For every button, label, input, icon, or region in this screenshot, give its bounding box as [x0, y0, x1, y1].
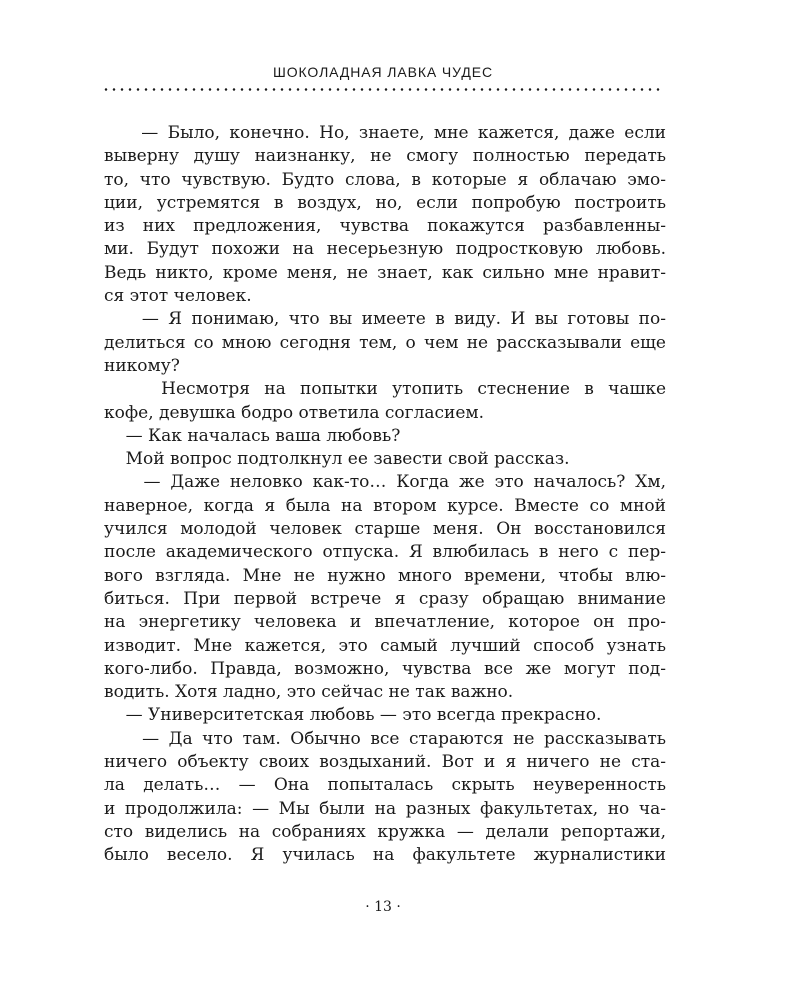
text-line: ции, устремятся в воздух, но, если попробую построить [104, 192, 666, 213]
text-line: из них предложения, чувства покажутся разбавленны- [104, 216, 666, 237]
text-line: было весело. Я училась на факультете журналистики [104, 845, 666, 866]
text-line: делиться со мною сегодня тем, о чем не рассказывали еще [104, 332, 666, 353]
dotted-header-rule [102, 88, 664, 91]
text-line: учился молодой человек старше меня. Он восстановился [104, 519, 666, 540]
text-line: — Университетская любовь — это всегда прекрасно. [104, 705, 602, 726]
text-line: и продолжила: — Мы были на разных факультетах, но ча- [104, 798, 666, 819]
text-line: водить. Хотя ладно, это сейчас не так важно. [104, 682, 514, 703]
text-line: ми. Будут похожи на несерьезную подростковую любовь. [104, 239, 666, 260]
text-line: ничего объекту своих воздыханий. Вот и я ничего не ста- [104, 752, 666, 773]
text-line: на энергетику человека и впечатление, которое он про- [104, 612, 666, 633]
text-line: Ведь никто, кроме меня, не знает, как сильно мне нравит- [104, 262, 666, 283]
text-line: после академического отпуска. Я влюбилась в него с пер- [104, 542, 666, 563]
text-line: — Как началась ваша любовь? [104, 425, 401, 446]
text-line: — Даже неловко как-то… Когда же это началось? Хм, [104, 472, 666, 493]
text-line: ла делать… — Она попыталась скрыть неуверенность [104, 775, 666, 796]
text-line: сто виделись на собраниях кружка — делали репортажи, [104, 821, 666, 842]
text-line: вого взгляда. Мне не нужно много времени, чтобы влю- [104, 565, 666, 586]
text-line: Мой вопрос подтолкнул ее завести свой рассказ. [104, 449, 570, 470]
page-number: · 13 · [365, 899, 401, 915]
text-line: — Я понимаю, что вы имеете в виду. И вы готовы по- [104, 309, 666, 330]
text-line: — Да что там. Обычно все стараются не рассказывать [104, 728, 666, 749]
text-line: наверное, когда я была на втором курсе. Вместе со мной [104, 495, 666, 516]
text-line: выверну душу наизнанку, не смогу полностью передать [104, 146, 666, 167]
text-line: Несмотря на попытки утопить стеснение в чашке [104, 379, 666, 400]
body-text [104, 122, 666, 868]
text-line: никому? [104, 355, 180, 376]
text-line: биться. При первой встрече я сразу обращаю внимание [104, 588, 666, 609]
text-line: кого-либо. Правда, возможно, чувства все же могут под- [104, 658, 666, 679]
text-line: кофе, девушка бодро ответила согласием. [104, 402, 485, 423]
text-line: — Было, конечно. Но, знаете, мне кажется, даже если [104, 123, 666, 143]
text-line: изводит. Мне кажется, это самый лучший способ узнать [104, 635, 666, 656]
text-line: то, что чувствую. Будто слова, в которые я облачаю эмо- [104, 169, 666, 190]
text-line: ся этот человек. [104, 286, 252, 307]
running-head-title: ШОКОЛАДНАЯ ЛАВКА ЧУДЕС [273, 64, 493, 80]
